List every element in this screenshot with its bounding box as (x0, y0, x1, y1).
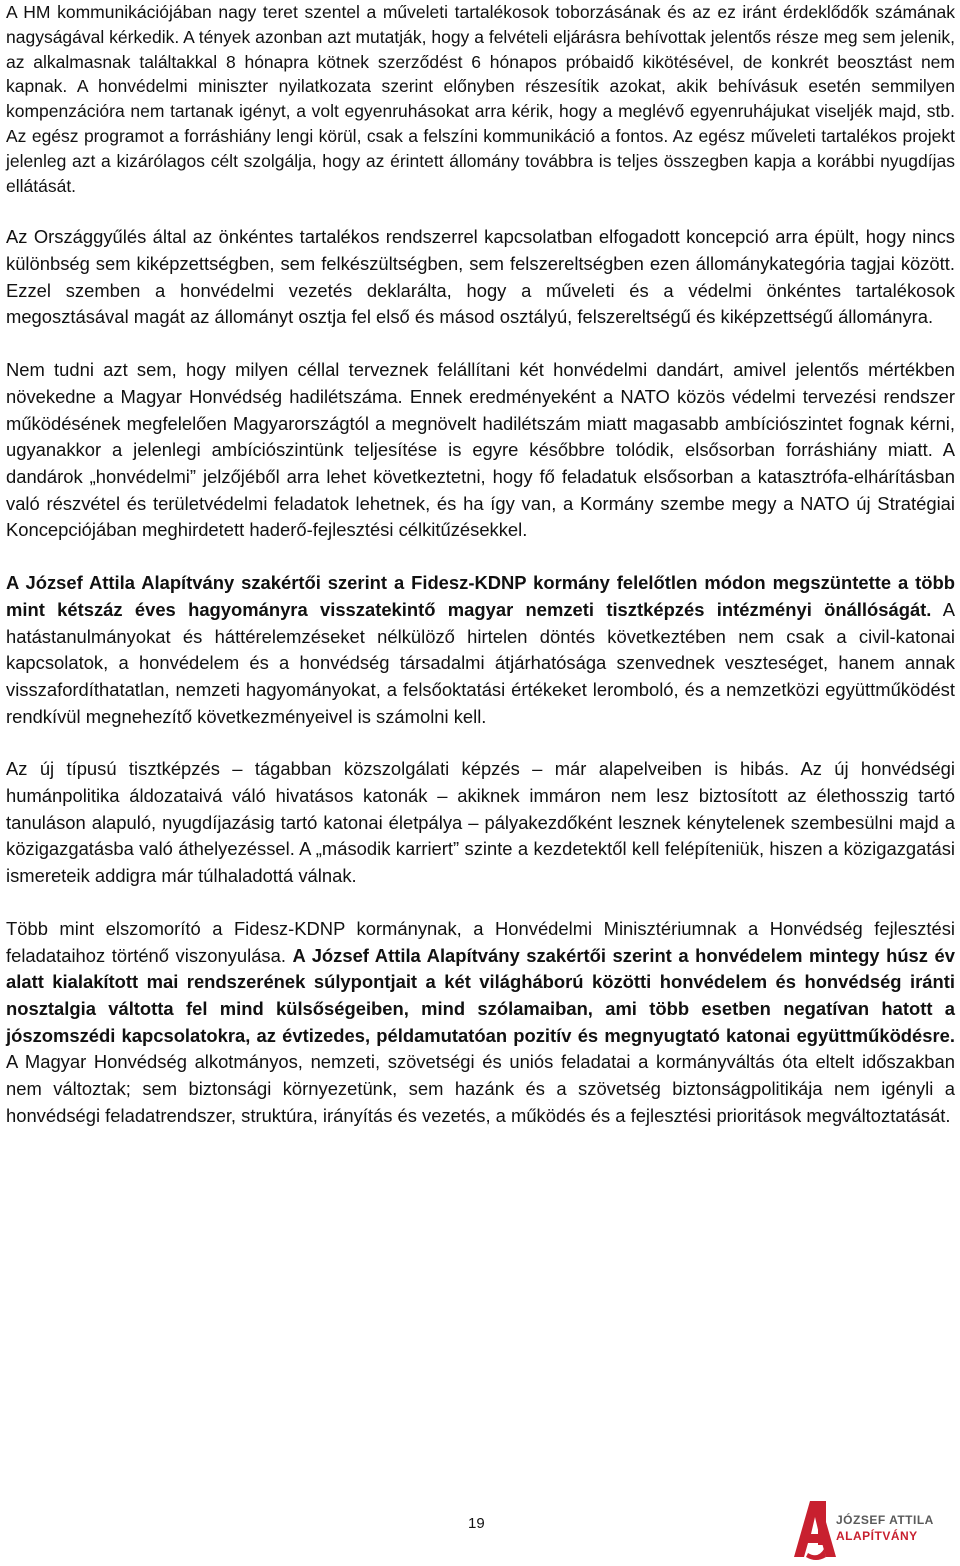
paragraph-text: A hatástanulmányokat és háttérelemzéseket nélkülöző hirtelen döntés következtében nem csak a civil-katonai kapcsolatok, a honvédelem és a honvédség társadalmi átjárhatósága szenvednek veszteséget, hanem annak visszafordíthatatlan, nemzeti hagyományokat, a felsőoktatási értékeket leromboló, és a nemzetközi együttműködést rendkívül megnehezítő következményeivel is számolni kell. (6, 598, 955, 727)
paragraph-development (6, 916, 955, 1130)
bold-statement: A József Attila Alapítvány szakértői szerint a honvédelem mintegy húsz év alatt kialakított mai rendszerének súlypontjait a két világháború közötti honvédelem és honvédség iránti nosztalgia váltotta fel mind külsőségeiben, mind szólamaiban, ami több esetben negatívan hatott a jószomszédi kapcsolatokra, az évtizedes, példamutatóan pozitív és megnyugtató katonai együttműködésre. (6, 944, 955, 1046)
logo-text-line2: ALAPÍTVÁNY (836, 1529, 918, 1543)
page-number: 19 (468, 1515, 485, 1532)
bold-statement: A József Attila Alapítvány szakértői szerint a Fidesz-KDNP kormány felelőtlen módon megszüntette a több mint kétszáz éves hagyományra visszatekintő magyar nemzeti tisztképzés intézményi önállóságát. (6, 572, 955, 620)
paragraph-officer-training (6, 570, 955, 730)
paragraph-new-training: Az új típusú tisztképzés – tágabban közszolgálati képzés – már alapelveiben is hibás. Az új honvédségi humánpolitika áldozataivá váló hivatásos katonák – akiknek immáron nem lesz biztosított az élethosszig tartó tanuláson alapuló, nyugdíjazásig tartó katonai életpálya – pályakezdőként lesznek kénytelenek szembesülni majd a közigazgatásba való áthelyezéssel. A „második karriert” szinte a kezdetektől kell felépíteniük, hiszen a közigazgatási ismereteik addigra már túlhaladottá válnak. (6, 758, 955, 887)
paragraph-reservists: A HM kommunikációjában nagy teret szentel a műveleti tartalékosok toborzásának és az ez iránt érdeklődők számának nagyságával kérkedik. A tények azonban azt mutatják, hogy a felvételi eljárásra behívottak jelentős része meg sem jelenik, az alkalmasnak találtakkal 8 hónapra kötnek szerződést 6 hónapos próbaidő kikötésével, de konkrét beosztást nem kapnak. A honvédelmi miniszter nyilatkozata szerint előnyben részesítik azokat, akik behívásuk esetén semmilyen kompenzációra nem tartanak igényt, a volt egyenruhásokat arra kérik, hogy a meglévő egyenruhájukat viseljék majd, stb. Az egész programot a forráshiány lengi körül, csak a felszíni kommunikáció a fontos. Az egész műveleti tartalékos projekt jelenleg azt a kizárólagos célt szolgálja, hogy az érintett állomány továbbra is teljes összegben kapja a korábbi nyugdíjas ellátását. (6, 2, 955, 196)
paragraph-text: A Magyar Honvédség alkotmányos, nemzeti, szövetségi és uniós feladatai a kormányváltás óta eltelt időszakban nem változtak; sem biztonsági környezetünk, sem hazánk és a szövetség biztonságpolitikája nem igényli a honvédségi feladatrendszer, struktúra, irányítás és vezetés, a működés és a fejlesztési prioritások megváltoztatását. (6, 1051, 955, 1126)
paragraph-parliament-concept: Az Országgyűlés által az önkéntes tartalékos rendszerrel kapcsolatban elfogadott koncepció arra épült, hogy nincs különbség sem kiképzettségben, sem felkészültségben, sem felszereltségben ezen állománykategória tagjai között. Ezzel szemben a honvédelmi vezetés deklarálta, hogy a műveleti és a védelmi önkéntes tartalékosok megosztásával magát az állományt osztja fel első és másod osztályú, felszereltségű és kiképzettségű állományra. (6, 226, 955, 328)
paragraph-brigades: Nem tudni azt sem, hogy milyen céllal terveznek felállítani két honvédelmi dandárt, amivel jelentős mértékben növekedne a Magyar Honvédség hadilétszáma. Ennek eredményeként a NATO közös védelmi tervezési rendszer működésének megfelelően Magyarországtól a megnövelt hadilétszám miatt magasabb ambíciószintet fognak kérni, ugyanakkor a jelenlegi ambíciószintünk teljesítése is egyre későbbre tolódik, elsősorban forráshiány miatt. A dandárok „honvédelmi” jelzőjéből arra lehet következtetni, hogy fő feladatuk elsősorban a katasztrófa-elhárításban való részvétel és területvédelmi feladatok lehetnek, és ha így van, a Kormány szembe megy a NATO új Stratégiai Koncepciójában meghirdetett haderő-fejlesztési célkitűzésekkel. (6, 359, 955, 541)
logo-text-line1: JÓZSEF ATTILA (836, 1513, 934, 1527)
document-page (6, 0, 955, 1129)
paragraph-text: Több mint elszomorító a Fidesz-KDNP kormánynak, a Honvédelmi Minisztériumnak a Honvédség fejlesztési feladataihoz történő viszonyulása. (6, 917, 955, 966)
